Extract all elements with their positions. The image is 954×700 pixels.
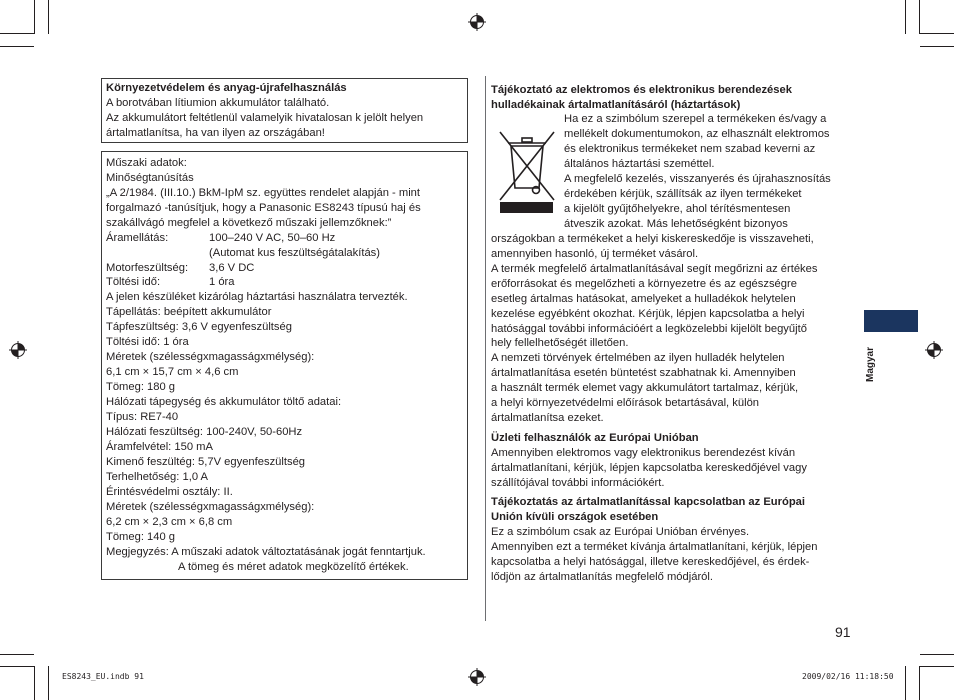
weee-body-line: A nemzeti törvények értelmében az ilyen hulladék helytelen	[491, 352, 785, 364]
registration-mark-icon	[468, 668, 486, 686]
non-eu-line: kapcsolatba a helyi hatósággal, illetve kereskedőjével, és érdek-	[491, 556, 810, 568]
weee-text-line: A megfelelő kezelés, visszanyerés és újrahasznosítás	[564, 173, 831, 185]
footer-file: ES8243_EU.indb 91	[62, 672, 144, 681]
registration-mark-icon	[925, 341, 943, 359]
weee-text-line: a kijelölt gyűjtőhelyekre, ahol térítésmentesen	[564, 203, 791, 215]
eu-business-heading: Üzleti felhasználók az Európai Unióban	[491, 432, 699, 444]
weee-body-line: esetleg ártalmas hatásokat, amelyeket a hulladékok helytelen	[491, 293, 796, 305]
weee-body-line: a használt termék elemet vagy akkumulátort tartalmaz, kérjük,	[491, 382, 799, 394]
tech-line: Megjegyzés: A műszaki adatok változtatásának jogát fenntartjuk.	[106, 546, 426, 558]
weee-text-line: átveszik azokat. Más lehetőségként bizonyos	[564, 218, 788, 230]
tech-line: forgalmazó -tanúsítjuk, hogy a Panasonic ES8243 típusú haj és	[106, 202, 421, 214]
non-eu-line: Ez a szimbólum csak az Európai Unióban érvényes.	[491, 526, 750, 538]
language-tab-label: Magyar	[865, 346, 876, 382]
tech-line: Kimenő feszültég: 5,7V egyenfeszültség	[106, 456, 306, 468]
tech-line: Hálózati tápegység és akkumulátor töltő adatai:	[106, 396, 342, 408]
weee-text-line: és elektronikus termékeket nem szabad keverni az	[564, 143, 816, 155]
tech-line: Méretek (szélességxmagasságxmélység):	[106, 501, 315, 513]
tech-line: Tápfeszültség: 3,6 V egyenfeszültség	[106, 321, 292, 333]
weee-heading: Tájékoztató az elektromos és elektronikus berendezések	[491, 84, 792, 96]
weee-text-line: általános háztartási szeméttel.	[564, 158, 715, 170]
tech-line: szakállvágó megfelel a következő műszaki jellemzőknek:”	[106, 217, 392, 229]
eu-business-line: szállítójával további információkért.	[491, 477, 665, 489]
tech-line: Érintésvédelmi osztály: II.	[106, 486, 233, 498]
crossed-out-wheeled-bin-icon	[498, 128, 558, 214]
tech-line: Méretek (szélességxmagasságxmélység):	[106, 351, 315, 363]
registration-mark-icon	[468, 13, 486, 31]
eu-business-line: ártalmatlanítani, kérjük, lépjen kapcsolatba kereskedőjével vagy	[491, 462, 807, 474]
tech-line: „A 2/1984. (III.10.) BkM-IpM sz. együttes rendelet alapján - mint	[106, 187, 421, 199]
power-value-note: (Automat kus feszültségátalakítás)	[209, 247, 380, 259]
tech-line: Tömeg: 180 g	[106, 381, 176, 393]
non-eu-heading: Tájékoztatás az ártalmatlanítással kapcsolatban az Európai	[491, 496, 805, 508]
tech-line: Hálózati feszültség: 100-240V, 50-60Hz	[106, 426, 303, 438]
weee-body-line: kezelése egyébként okozhat. Kérjük, lépjen kapcsolatba a helyi	[491, 308, 805, 320]
tech-line: Tömeg: 140 g	[106, 531, 176, 543]
tech-line: Típus: RE7-40	[106, 411, 179, 423]
weee-heading: hulladékainak ártalmatlanításáról (háztartások)	[491, 99, 741, 111]
tech-line: Töltési idő: 1 óra	[106, 336, 189, 348]
weee-text-line: mellékelt dokumentumokon, az elhasznált elektromos	[564, 128, 830, 140]
tech-line: Terhelhetőség: 1,0 A	[106, 471, 209, 483]
power-value: 100–240 V AC, 50–60 Hz	[209, 232, 336, 244]
weee-body-line: országokban a termékeket a helyi kiskereskedője is visszaveheti,	[491, 233, 814, 245]
column-divider	[485, 76, 486, 621]
weee-body-line: hely fellelhetőségét illetően.	[491, 337, 629, 349]
footer-timestamp: 2009/02/16 11:18:50	[802, 672, 894, 681]
tech-line: 6,2 cm × 2,3 cm × 6,8 cm	[106, 516, 233, 528]
weee-body-line: a helyi környezetvédelmi előírások betartásával, külön	[491, 397, 760, 409]
tech-line: Áramfelvétel: 150 mA	[106, 441, 213, 453]
eu-business-line: Amennyiben elektromos vagy elektronikus berendezést kíván	[491, 447, 796, 459]
weee-body-line: erőforrásokat és megelőzheti a környezetre és az egészségre	[491, 278, 797, 290]
weee-body-line: A termék megfelelő ártalmatlanításával segít megőrizni az értékes	[491, 263, 818, 275]
language-tab-marker	[864, 310, 918, 332]
environment-heading: Környezetvédelem és anyag-újrafelhasználás	[106, 82, 347, 94]
non-eu-heading: Unión kívüli országok esetében	[491, 511, 659, 523]
weee-body-line: hatósággal további információért a legközelebbi kijelölt begyűjtő	[491, 323, 807, 335]
environment-line: Az akkumulátort feltétlenül valamelyik hivatalosan k jelölt helyen	[106, 112, 424, 124]
registration-mark-icon	[9, 341, 27, 359]
weee-body-line: ártalmatlanítása esetén büntetést szabhatnak ki. Amennyiben	[491, 367, 796, 379]
tech-line: A jelen készüléket kizárólag háztartási használatra tervezték.	[106, 291, 408, 303]
weee-text-line: érdekében kérjük, szállítsák az ilyen termékeket	[564, 188, 802, 200]
non-eu-line: Amennyiben ezt a terméket kívánja ártalmatlanítani, kérjük, lépjen	[491, 541, 818, 553]
power-label: Áramellátás:	[106, 232, 169, 244]
weee-body-line: ártalmatlanítsa ezeket.	[491, 412, 604, 424]
tech-line: 6,1 cm × 15,7 cm × 4,6 cm	[106, 366, 239, 378]
weee-body-line: amennyiben hasonló, új terméket vásárol.	[491, 248, 699, 260]
environment-line: A borotvában lítiumion akkumulátor található.	[106, 97, 330, 109]
charge-label: Töltési idő:	[106, 276, 161, 288]
environment-line: ártalmatlanítsa, ha van ilyen az országában!	[106, 127, 325, 139]
tech-line: Műszaki adatok:	[106, 157, 187, 169]
weee-text-line: Ha ez a szimbólum szerepel a termékeken és/vagy a	[564, 113, 827, 125]
motor-label: Motorfeszültség:	[106, 262, 189, 274]
tech-note: A tömeg és méret adatok megközelítő értékek.	[178, 561, 409, 573]
tech-line: Minőségtanúsítás	[106, 172, 194, 184]
non-eu-line: lődjön az ártalmatlanítás megfelelő módjáról.	[491, 571, 714, 583]
motor-value: 3,6 V DC	[209, 262, 255, 274]
page-number: 91	[835, 624, 851, 640]
tech-line: Tápellátás: beépített akkumulátor	[106, 306, 272, 318]
charge-value: 1 óra	[209, 276, 235, 288]
